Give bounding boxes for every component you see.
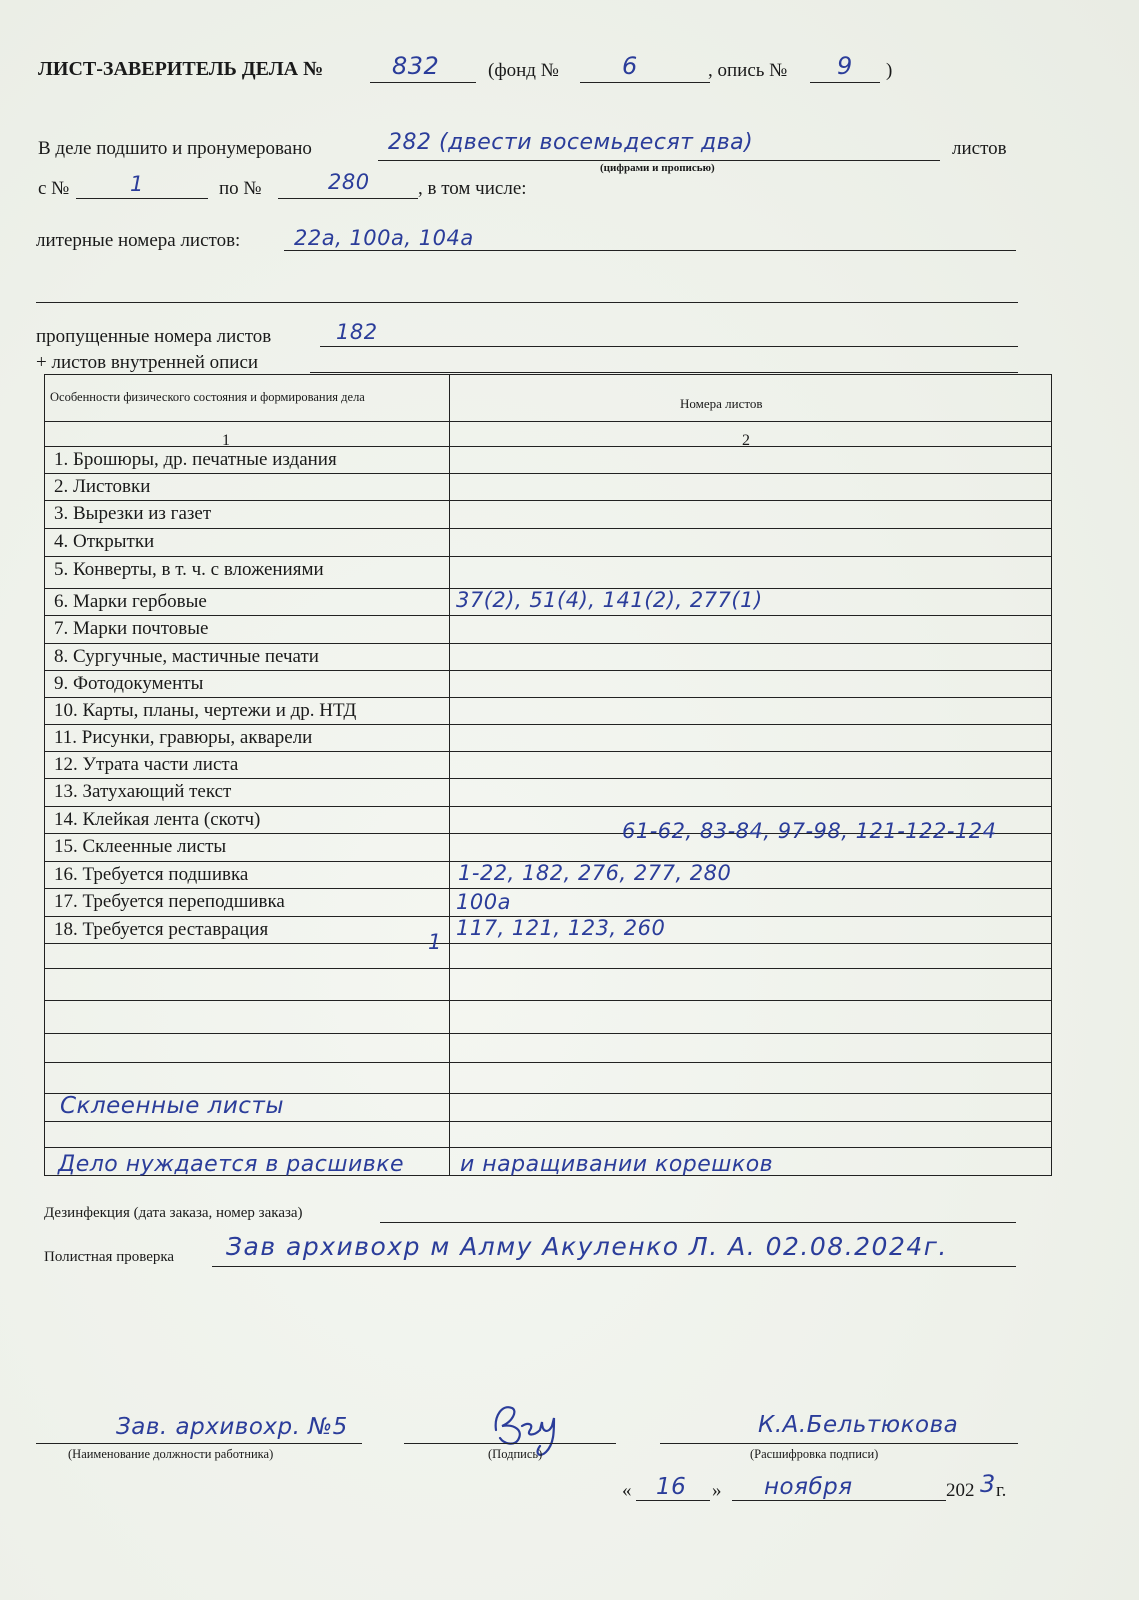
blank-line xyxy=(36,302,1018,303)
opis-number: 9 xyxy=(837,52,853,80)
date-close-quote: » xyxy=(712,1480,722,1501)
table-row-value: 100а xyxy=(456,890,511,914)
table-row-line xyxy=(44,643,1052,644)
table-row-line xyxy=(44,1062,1052,1063)
table-row-label: 5. Конверты, в т. ч. с вложениями xyxy=(54,559,324,580)
check-label: Полистная проверка xyxy=(44,1249,175,1265)
opis-close-paren: ) xyxy=(886,60,893,81)
letter-numbers-label: литерные номера листов: xyxy=(36,230,241,251)
table-row-line xyxy=(44,556,1052,557)
to-line xyxy=(278,198,418,199)
table-row-line xyxy=(44,888,1052,889)
table-row-label: 16. Требуется подшивка xyxy=(54,864,249,885)
table-row-label: 12. Утрата части листа xyxy=(54,754,239,775)
table-row-label: 6. Марки гербовые xyxy=(54,591,207,612)
year-digit: 3 xyxy=(980,1470,996,1498)
name-value: К.А.Бельтюкова xyxy=(758,1412,959,1438)
date-open-quote: « xyxy=(622,1480,632,1501)
sewn-line xyxy=(378,160,940,161)
date-month-line xyxy=(732,1500,946,1501)
sheets-word: листов xyxy=(952,138,1007,159)
fond-label: (фонд № xyxy=(488,60,559,81)
table-row-label: 9. Фотодокументы xyxy=(54,673,204,694)
table-row-label: 17. Требуется переподшивка xyxy=(54,891,285,912)
table-row-line xyxy=(44,1000,1052,1001)
table-row-label: 3. Вырезки из газет xyxy=(54,503,212,524)
name-line xyxy=(660,1443,1018,1444)
table-row-line xyxy=(44,1147,1052,1148)
table-row-label: 1. Брошюры, др. печатные издания xyxy=(54,449,337,470)
table-row-line xyxy=(44,751,1052,752)
inner-inventory-label: + листов внутренней описи xyxy=(36,352,259,373)
table-row-label: 4. Открытки xyxy=(54,531,155,552)
signature-line xyxy=(404,1443,616,1444)
col2-number: 2 xyxy=(742,432,750,449)
extra-note-needs-unsewing: Дело нуждается в расшивке xyxy=(58,1152,405,1177)
from-label: с № xyxy=(38,178,70,199)
table-row-line xyxy=(44,528,1052,529)
missing-numbers-label: пропущенные номера листов xyxy=(36,326,272,347)
extra-note-spine-extension: и наращивании корешков xyxy=(460,1152,774,1177)
table-row-label: 14. Клейкая лента (скотч) xyxy=(54,809,261,830)
signature-hint: (Подпись) xyxy=(488,1447,543,1461)
row18-mark: 1 xyxy=(428,930,442,954)
inner-inventory-line xyxy=(310,372,1018,373)
table-row-value: 61-62, 83-84, 97-98, 121-122-124 xyxy=(622,819,997,843)
table-row-line xyxy=(44,806,1052,807)
table-row-line xyxy=(44,1121,1052,1122)
table-row-line xyxy=(44,1033,1052,1034)
table-row-line xyxy=(44,968,1052,969)
position-hint: (Наименование должности работника) xyxy=(68,1447,274,1461)
to-label: по № xyxy=(219,178,262,199)
table-row-line xyxy=(44,500,1052,501)
opis-label: , опись № xyxy=(708,60,788,81)
name-hint: (Расшифровка подписи) xyxy=(750,1447,879,1461)
case-number: 832 xyxy=(392,52,440,80)
date-month: ноября xyxy=(764,1474,853,1500)
table-row-value: 1-22, 182, 276, 277, 280 xyxy=(458,861,732,885)
position-line xyxy=(36,1443,362,1444)
sewn-label: В деле подшито и пронумеровано xyxy=(38,138,312,159)
col1-number: 1 xyxy=(222,432,230,449)
date-day: 16 xyxy=(656,1474,687,1500)
table-row-line xyxy=(44,697,1052,698)
table-row-label: 10. Карты, планы, чертежи и др. НТД xyxy=(54,700,357,721)
table-row-line xyxy=(44,724,1052,725)
letter-numbers-value: 22а, 100а, 104а xyxy=(294,226,474,250)
to-value: 280 xyxy=(328,170,370,194)
table-row-label: 13. Затухающий текст xyxy=(54,781,232,802)
case-number-line xyxy=(370,82,476,83)
sewn-hint: (цифрами и прописью) xyxy=(600,162,715,174)
from-value: 1 xyxy=(130,172,144,196)
table-row-line xyxy=(44,615,1052,616)
opis-number-line xyxy=(810,82,880,83)
table-row-label: 15. Склеенные листы xyxy=(54,836,227,857)
check-value: Зав архивохр м Алму Акуленко Л. А. 02.08.2024г. xyxy=(226,1232,948,1261)
missing-numbers-line xyxy=(320,346,1018,347)
year-suffix: г. xyxy=(996,1480,1007,1501)
table-row-label: 7. Марки почтовые xyxy=(54,618,209,639)
missing-numbers-value: 182 xyxy=(336,320,378,344)
table-row-label: 18. Требуется реставрация xyxy=(54,919,269,940)
position-value: Зав. архивохр. №5 xyxy=(116,1414,348,1440)
col2-header: Номера листов xyxy=(680,396,763,411)
sewn-value: 282 (двести восемьдесят два) xyxy=(388,130,754,155)
disinfection-line xyxy=(380,1222,1016,1223)
fond-number-line xyxy=(580,82,710,83)
table-header-line xyxy=(44,421,1052,422)
year-prefix: 202 xyxy=(946,1480,975,1501)
table-row-line xyxy=(44,473,1052,474)
table-row-value: 37(2), 51(4), 141(2), 277(1) xyxy=(456,588,763,612)
table-row-line xyxy=(44,778,1052,779)
disinfection-label: Дезинфекция (дата заказа, номер заказа) xyxy=(44,1205,303,1221)
table-row-line xyxy=(44,670,1052,671)
table-row-line xyxy=(44,943,1052,944)
letter-numbers-line xyxy=(284,250,1016,251)
fond-number: 6 xyxy=(622,52,638,80)
table-row-label: 11. Рисунки, гравюры, акварели xyxy=(54,727,313,748)
document-title: ЛИСТ-ЗАВЕРИТЕЛЬ ДЕЛА № xyxy=(38,58,324,80)
col1-header: Особенности физического состояния и формирования дела xyxy=(50,390,365,404)
extra-note-glued-sheets: Склеенные листы xyxy=(60,1093,285,1119)
including-label: , в том числе: xyxy=(418,178,527,199)
table-column-divider xyxy=(449,374,450,1176)
table-colnum-line xyxy=(44,446,1052,447)
from-line xyxy=(76,198,208,199)
date-day-line xyxy=(636,1500,710,1501)
table-row-label: 2. Листовки xyxy=(54,476,151,497)
table-row-label: 8. Сургучные, мастичные печати xyxy=(54,646,319,667)
table-row-value: 117, 121, 123, 260 xyxy=(456,916,666,940)
check-line xyxy=(212,1266,1016,1267)
